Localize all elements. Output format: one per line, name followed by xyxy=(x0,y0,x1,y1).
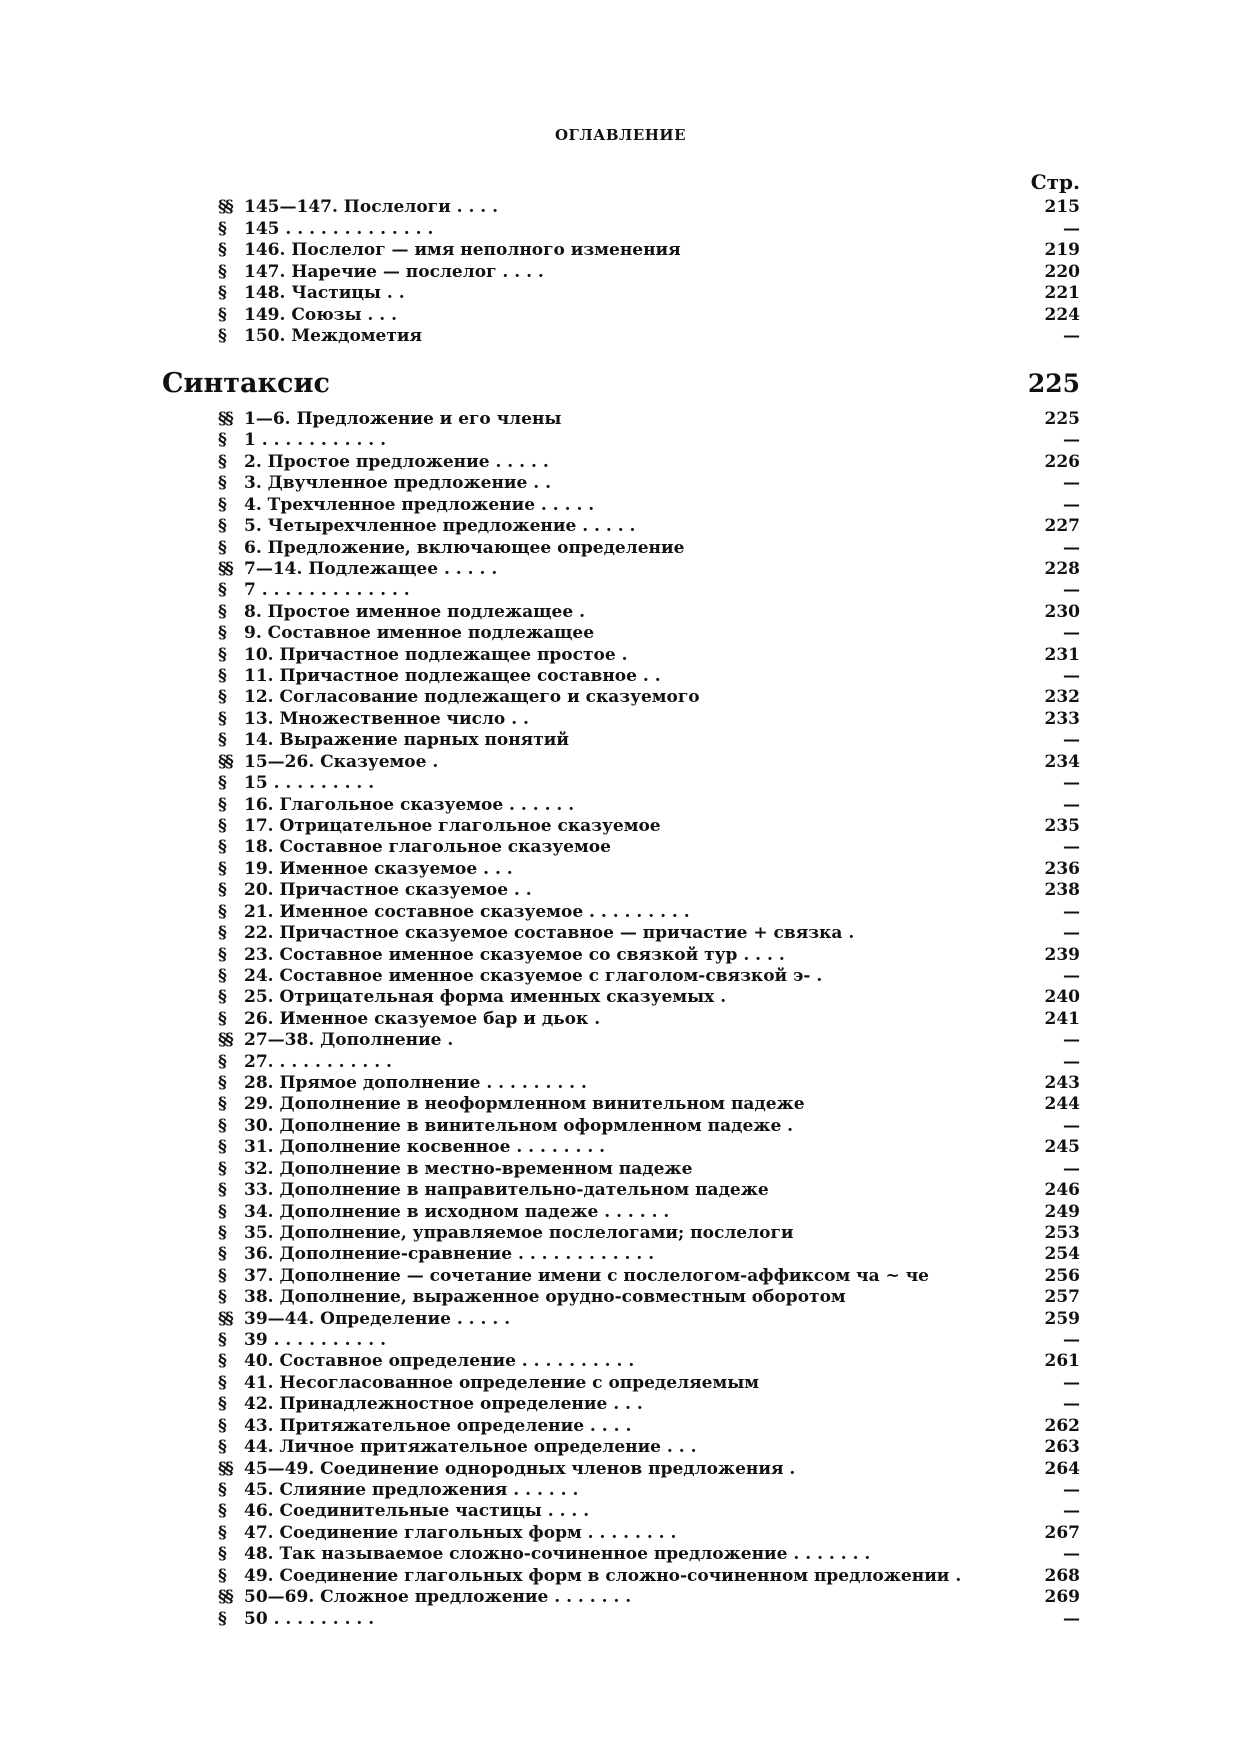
toc-entry-page: — xyxy=(1063,1030,1080,1051)
section-mark: § xyxy=(218,494,225,515)
toc-entry-text: 6. Предложение, включающее определение xyxy=(244,537,685,558)
toc-entry xyxy=(218,1479,1080,1501)
toc-entry-text: 149. Союзы . . . xyxy=(244,304,398,325)
toc-entry-text: 16. Глагольное сказуемое . . . . . . xyxy=(244,794,575,815)
toc-entry xyxy=(218,858,1080,880)
section-mark: § xyxy=(218,1094,225,1115)
toc-entry-text: 11. Причастное подлежащее составное . . xyxy=(244,666,661,687)
section-mark: § xyxy=(218,240,225,260)
toc-entry xyxy=(218,579,1080,601)
section-mark: § xyxy=(218,1437,225,1458)
toc-entry-text: 31. Дополнение косвенное . . . . . . . . xyxy=(244,1137,606,1158)
section-mark: § xyxy=(218,1008,225,1029)
section-mark: § xyxy=(218,901,225,922)
toc-entry-text: 37. Дополнение — сочетание имени с послелогом-аффиксом ча ~ че xyxy=(244,1265,929,1286)
toc-entry-text: 42. Принадлежностное определение . . . xyxy=(244,1394,643,1415)
toc-entry xyxy=(218,1265,1080,1287)
section-mark: § xyxy=(218,1351,225,1372)
section-mark: §§ xyxy=(218,558,232,579)
toc-entry-text: 20. Причастное сказуемое . . xyxy=(244,880,532,901)
toc-entry xyxy=(218,451,1080,473)
toc-entry xyxy=(218,729,1080,751)
toc-entry-text: 47. Соединение глагольных форм . . . . . . . . xyxy=(244,1522,677,1543)
section-mark: § xyxy=(218,1073,225,1094)
section-mark: § xyxy=(218,261,225,282)
toc-entry-text: 7—14. Подлежащее . . . . . xyxy=(244,558,498,579)
section-title: Синтаксис xyxy=(162,368,330,399)
section-mark: §§ xyxy=(218,1308,232,1329)
toc-entry xyxy=(218,1029,1080,1051)
toc-entry xyxy=(218,282,1080,304)
toc-entry xyxy=(218,1458,1080,1480)
toc-entry xyxy=(218,537,1080,559)
section-mark: §§ xyxy=(218,409,232,429)
section-mark: § xyxy=(218,451,225,472)
toc-entry-text: 147. Наречие — послелог . . . . xyxy=(244,261,544,282)
toc-entry-page: — xyxy=(1063,794,1080,815)
section-mark: § xyxy=(218,644,225,665)
section-mark: § xyxy=(218,1330,225,1351)
toc-entry xyxy=(218,772,1080,794)
toc-entry xyxy=(218,1608,1080,1630)
toc-entry-text: 29. Дополнение в неоформленном винительном падеже xyxy=(244,1094,805,1115)
section-mark: § xyxy=(218,773,225,794)
toc-entry-page: — xyxy=(1063,773,1080,794)
section-mark: § xyxy=(218,815,225,836)
section-mark: § xyxy=(218,1565,225,1586)
toc-entry xyxy=(218,1393,1080,1415)
toc-entry xyxy=(218,794,1080,816)
toc-entry-page: 261 xyxy=(1044,1351,1080,1372)
toc-entry xyxy=(218,1115,1080,1137)
section-mark: § xyxy=(218,1480,225,1500)
toc-entry-page: 215 xyxy=(1044,197,1080,217)
toc-entry-page: 269 xyxy=(1044,1587,1080,1608)
toc-entry-page: — xyxy=(1063,1372,1080,1393)
section-mark: § xyxy=(218,623,225,644)
toc-entry-text: 12. Согласование подлежащего и сказуемого xyxy=(244,687,700,708)
section-mark: § xyxy=(218,708,225,729)
toc-entry-page: 241 xyxy=(1044,1008,1080,1029)
toc-entry xyxy=(218,708,1080,730)
toc-entry-text: 2. Простое предложение . . . . . xyxy=(244,451,549,472)
toc-entry xyxy=(218,1179,1080,1201)
toc-entry-page: — xyxy=(1063,1330,1080,1351)
section-page-number: 225 xyxy=(1027,369,1080,398)
section-mark: § xyxy=(218,837,225,858)
section-mark: § xyxy=(218,516,225,537)
toc-entry xyxy=(218,218,1080,240)
toc-entry-page: 245 xyxy=(1044,1137,1080,1158)
toc-entry xyxy=(218,408,1080,430)
toc-entry xyxy=(218,1201,1080,1223)
section-mark: § xyxy=(218,1137,225,1158)
section-mark: § xyxy=(218,944,225,965)
toc-entry-page: — xyxy=(1063,623,1080,644)
toc-entry-page: 238 xyxy=(1044,880,1080,901)
section-mark: § xyxy=(218,218,225,239)
toc-entry-page: — xyxy=(1063,430,1080,451)
toc-entry-page: — xyxy=(1063,537,1080,558)
toc-entry-page: — xyxy=(1063,1394,1080,1415)
toc-entry xyxy=(218,879,1080,901)
toc-entry-text: 7 . . . . . . . . . . . . . xyxy=(244,580,410,601)
toc-entry-page: 243 xyxy=(1044,1073,1080,1094)
section-mark: § xyxy=(218,537,225,558)
toc-entry-page: 253 xyxy=(1044,1222,1080,1243)
toc-entry-text: 34. Дополнение в исходном падеже . . . . . . xyxy=(244,1201,670,1222)
section-mark: § xyxy=(218,1522,225,1543)
toc-entry-page: — xyxy=(1063,326,1080,346)
toc-entry-text: 18. Составное глагольное сказуемое xyxy=(244,837,611,858)
toc-entry-page: 268 xyxy=(1044,1565,1080,1586)
toc-entry xyxy=(218,1522,1080,1544)
toc-entry-page: 232 xyxy=(1044,687,1080,708)
toc-entry-text: 13. Множественное число . . xyxy=(244,708,529,729)
toc-entry-page: 257 xyxy=(1044,1287,1080,1308)
toc-entry-text: 50—69. Сложное предложение . . . . . . . xyxy=(244,1587,632,1608)
section-mark: § xyxy=(218,283,225,303)
toc-entry-text: 5. Четырехчленное предложение . . . . . xyxy=(244,516,636,537)
toc-entry-page: 233 xyxy=(1044,708,1080,729)
toc-entry-page: — xyxy=(1063,494,1080,515)
section-mark: § xyxy=(218,1394,225,1415)
toc-entry-page: — xyxy=(1063,666,1080,687)
toc-entry-text: 40. Составное определение . . . . . . . . . . xyxy=(244,1351,635,1372)
section-mark: § xyxy=(218,987,225,1008)
toc-entry-text: 38. Дополнение, выраженное орудно-совместным оборотом xyxy=(244,1287,846,1308)
section-mark: § xyxy=(218,794,225,815)
toc-entry-page: — xyxy=(1063,218,1080,239)
toc-entry-page: 259 xyxy=(1044,1308,1080,1329)
toc-entry-text: 14. Выражение парных понятий xyxy=(244,730,569,751)
toc-entry-page: — xyxy=(1063,1158,1080,1179)
toc-entry xyxy=(218,965,1080,987)
toc-entry-text: 43. Притяжательное определение . . . . xyxy=(244,1415,632,1436)
section-mark: § xyxy=(218,1415,225,1436)
section-mark: § xyxy=(218,666,225,687)
toc-entry-text: 49. Соединение глагольных форм в сложно-сочиненном предложении . xyxy=(244,1565,962,1586)
toc-entry-text: 41. Несогласованное определение с определяемым xyxy=(244,1372,760,1393)
toc-entry-page: — xyxy=(1063,473,1080,494)
section-mark: § xyxy=(218,880,225,901)
toc-entry-page: 249 xyxy=(1044,1201,1080,1222)
page-column-label: Стр. xyxy=(1030,170,1080,194)
toc-entry xyxy=(218,196,1080,218)
toc-entry xyxy=(218,644,1080,666)
section-mark: §§ xyxy=(218,1587,232,1608)
toc-entry-text: 30. Дополнение в винительном оформленном падеже . xyxy=(244,1115,794,1136)
toc-entry-text: 4. Трехчленное предложение . . . . . xyxy=(244,494,595,515)
toc-entry-page: 231 xyxy=(1044,644,1080,665)
toc-entry-text: 28. Прямое дополнение . . . . . . . . . xyxy=(244,1073,587,1094)
toc-entry xyxy=(218,1008,1080,1030)
toc-entry-page: — xyxy=(1063,1115,1080,1136)
toc-entry-page: — xyxy=(1063,1608,1080,1629)
section-mark: § xyxy=(218,1544,225,1565)
toc-entry-page: 263 xyxy=(1044,1437,1080,1458)
toc-entry xyxy=(218,1436,1080,1458)
toc-entry xyxy=(218,515,1080,537)
toc-entry xyxy=(218,1308,1080,1330)
section-mark: §§ xyxy=(218,1458,232,1479)
toc-entry-page: — xyxy=(1063,580,1080,601)
section-mark: § xyxy=(218,304,225,325)
section-mark: § xyxy=(218,473,225,494)
toc-entry-text: 45—49. Соединение однородных членов предложения . xyxy=(244,1458,796,1479)
toc-entry xyxy=(218,429,1080,451)
section-mark: § xyxy=(218,1501,225,1522)
toc-entry-page: — xyxy=(1063,1051,1080,1072)
section-heading-syntax xyxy=(162,368,1080,400)
section-mark: § xyxy=(218,430,225,451)
toc-entry xyxy=(218,686,1080,708)
toc-entry xyxy=(218,1286,1080,1308)
toc-entry-page: 234 xyxy=(1044,751,1080,772)
toc-entry xyxy=(218,1329,1080,1351)
toc-entry xyxy=(218,622,1080,644)
toc-entry-page: 240 xyxy=(1044,987,1080,1008)
toc-entry-text: 22. Причастное сказуемое составное — причастие + связка . xyxy=(244,923,855,944)
toc-entry-text: 39—44. Определение . . . . . xyxy=(244,1308,511,1329)
section-mark: § xyxy=(218,1372,225,1393)
section-mark: § xyxy=(218,1608,225,1629)
toc-entry-page: 246 xyxy=(1044,1180,1080,1201)
toc-entry-text: 17. Отрицательное глагольное сказуемое xyxy=(244,815,661,836)
toc-entry-text: 45. Слияние предложения . . . . . . xyxy=(244,1480,579,1500)
toc-entry-page: 228 xyxy=(1044,558,1080,579)
toc-entry-text: 21. Именное составное сказуемое . . . . . . . . . xyxy=(244,901,690,922)
toc-entry-text: 35. Дополнение, управляемое послелогами; послелоги xyxy=(244,1222,794,1243)
toc-entry xyxy=(218,1222,1080,1244)
toc-entry-text: 3. Двучленное предложение . . xyxy=(244,473,552,494)
toc-entry-text: 36. Дополнение-сравнение . . . . . . . . . . . . xyxy=(244,1244,655,1265)
toc-entry xyxy=(218,986,1080,1008)
section-mark: §§ xyxy=(218,1030,232,1051)
toc-entry-page: — xyxy=(1063,730,1080,751)
toc-entry xyxy=(218,239,1080,261)
toc-entry xyxy=(218,494,1080,516)
toc-entry xyxy=(218,1543,1080,1565)
toc-entry-page: 224 xyxy=(1044,304,1080,325)
toc-entry-page: — xyxy=(1063,923,1080,944)
toc-entry xyxy=(218,1158,1080,1180)
section-mark: § xyxy=(218,1222,225,1243)
toc-entry-text: 8. Простое именное подлежащее . xyxy=(244,601,586,622)
toc-entry-text: 10. Причастное подлежащее простое . xyxy=(244,644,628,665)
toc-entry-text: 32. Дополнение в местно-временном падеже xyxy=(244,1158,693,1179)
toc-entry xyxy=(218,944,1080,966)
toc-entry-page: 230 xyxy=(1044,601,1080,622)
toc-entry xyxy=(218,1586,1080,1608)
toc-entry-text: 39 . . . . . . . . . . xyxy=(244,1330,387,1351)
section-mark: § xyxy=(218,1115,225,1136)
toc-entry xyxy=(218,1051,1080,1073)
toc-entry-text: 150. Междометия xyxy=(244,326,423,346)
toc-entry-page: 236 xyxy=(1044,858,1080,879)
toc-entry-text: 26. Именное сказуемое бар и дьок . xyxy=(244,1008,601,1029)
toc-entry xyxy=(218,261,1080,283)
section-mark: §§ xyxy=(218,197,232,217)
section-mark: § xyxy=(218,1265,225,1286)
toc-entry xyxy=(218,558,1080,580)
toc-entry xyxy=(218,1350,1080,1372)
section-mark: § xyxy=(218,1158,225,1179)
toc-entry xyxy=(218,1093,1080,1115)
section-mark: §§ xyxy=(218,751,232,772)
toc-entry xyxy=(218,1243,1080,1265)
toc-entry-text: 27. . . . . . . . . . . xyxy=(244,1051,392,1072)
toc-entry-text: 145—147. Послелоги . . . . xyxy=(244,197,499,217)
toc-entry-text: 44. Личное притяжательное определение . . . xyxy=(244,1437,697,1458)
toc-entry-page: 219 xyxy=(1044,240,1080,260)
toc-entry-page: 244 xyxy=(1044,1094,1080,1115)
section-mark: § xyxy=(218,858,225,879)
section-mark: § xyxy=(218,1287,225,1308)
toc-entry-page: 235 xyxy=(1044,815,1080,836)
toc-entry-page: 220 xyxy=(1044,261,1080,282)
toc-entry-text: 145 . . . . . . . . . . . . . xyxy=(244,218,434,239)
toc-entry-text: 50 . . . . . . . . . xyxy=(244,1608,375,1629)
toc-entry xyxy=(218,1072,1080,1094)
toc-entry xyxy=(218,472,1080,494)
toc-entry-page: — xyxy=(1063,965,1080,986)
toc-entry-page: 225 xyxy=(1044,409,1080,429)
toc-entry-page: 239 xyxy=(1044,944,1080,965)
toc-entry-text: 25. Отрицательная форма именных сказуемых . xyxy=(244,987,727,1008)
toc-entry-page: 264 xyxy=(1044,1458,1080,1479)
section-mark: § xyxy=(218,1244,225,1265)
toc-entry xyxy=(218,1415,1080,1437)
toc-entry xyxy=(218,1372,1080,1394)
toc-entry xyxy=(218,601,1080,623)
toc-entry-text: 27—38. Дополнение . xyxy=(244,1030,454,1051)
toc-entry-text: 23. Составное именное сказуемое со связкой тур . . . . xyxy=(244,944,785,965)
toc-entry-text: 48. Так называемое сложно-сочиненное предложение . . . . . . . xyxy=(244,1544,871,1565)
page-title: ОГЛАВЛЕНИЕ xyxy=(554,126,687,144)
toc-entry-page: — xyxy=(1063,1544,1080,1565)
toc-entry xyxy=(218,665,1080,687)
toc-entry-page: 226 xyxy=(1044,451,1080,472)
toc-entry-page: 262 xyxy=(1044,1415,1080,1436)
toc-entry xyxy=(218,1500,1080,1522)
toc-entry-text: 9. Составное именное подлежащее xyxy=(244,623,595,644)
toc-entry-text: 1—6. Предложение и его члены xyxy=(244,409,562,429)
toc-entry-page: — xyxy=(1063,837,1080,858)
toc-entry-page: 254 xyxy=(1044,1244,1080,1265)
toc-entry-text: 146. Послелог — имя неполного изменения xyxy=(244,240,681,260)
toc-entry xyxy=(218,836,1080,858)
toc-entry xyxy=(218,1136,1080,1158)
toc-entry-text: 1 . . . . . . . . . . . xyxy=(244,430,387,451)
toc-entry xyxy=(218,325,1080,347)
toc-entry-text: 46. Соединительные частицы . . . . xyxy=(244,1501,590,1522)
toc-entry xyxy=(218,901,1080,923)
section-mark: § xyxy=(218,687,225,708)
toc-entry-page: 256 xyxy=(1044,1265,1080,1286)
section-mark: § xyxy=(218,965,225,986)
section-mark: § xyxy=(218,326,225,346)
toc-entry xyxy=(218,815,1080,837)
section-mark: § xyxy=(218,1201,225,1222)
toc-entry-page: — xyxy=(1063,901,1080,922)
toc-entry-page: — xyxy=(1063,1501,1080,1522)
toc-entry-text: 148. Частицы . . xyxy=(244,283,405,303)
toc-entry xyxy=(218,1565,1080,1587)
toc-entry-text: 19. Именное сказуемое . . . xyxy=(244,858,513,879)
toc-entry-page: 221 xyxy=(1044,283,1080,303)
toc-entry-text: 15 . . . . . . . . . xyxy=(244,773,375,794)
toc-entry xyxy=(218,922,1080,944)
toc-entry xyxy=(218,304,1080,326)
toc-entry-text: 24. Составное именное сказуемое с глаголом-связкой э- . xyxy=(244,965,823,986)
toc-entry-text: 33. Дополнение в направительно-дательном падеже xyxy=(244,1180,769,1201)
section-mark: § xyxy=(218,601,225,622)
section-mark: § xyxy=(218,1180,225,1201)
section-mark: § xyxy=(218,580,225,601)
section-mark: § xyxy=(218,1051,225,1072)
toc-entry-page: 227 xyxy=(1044,516,1080,537)
toc-entry xyxy=(218,751,1080,773)
toc-entry-text: 15—26. Сказуемое . xyxy=(244,751,439,772)
toc-entry-page: 267 xyxy=(1044,1522,1080,1543)
section-mark: § xyxy=(218,923,225,944)
section-mark: § xyxy=(218,730,225,751)
toc-entry-page: — xyxy=(1063,1480,1080,1500)
